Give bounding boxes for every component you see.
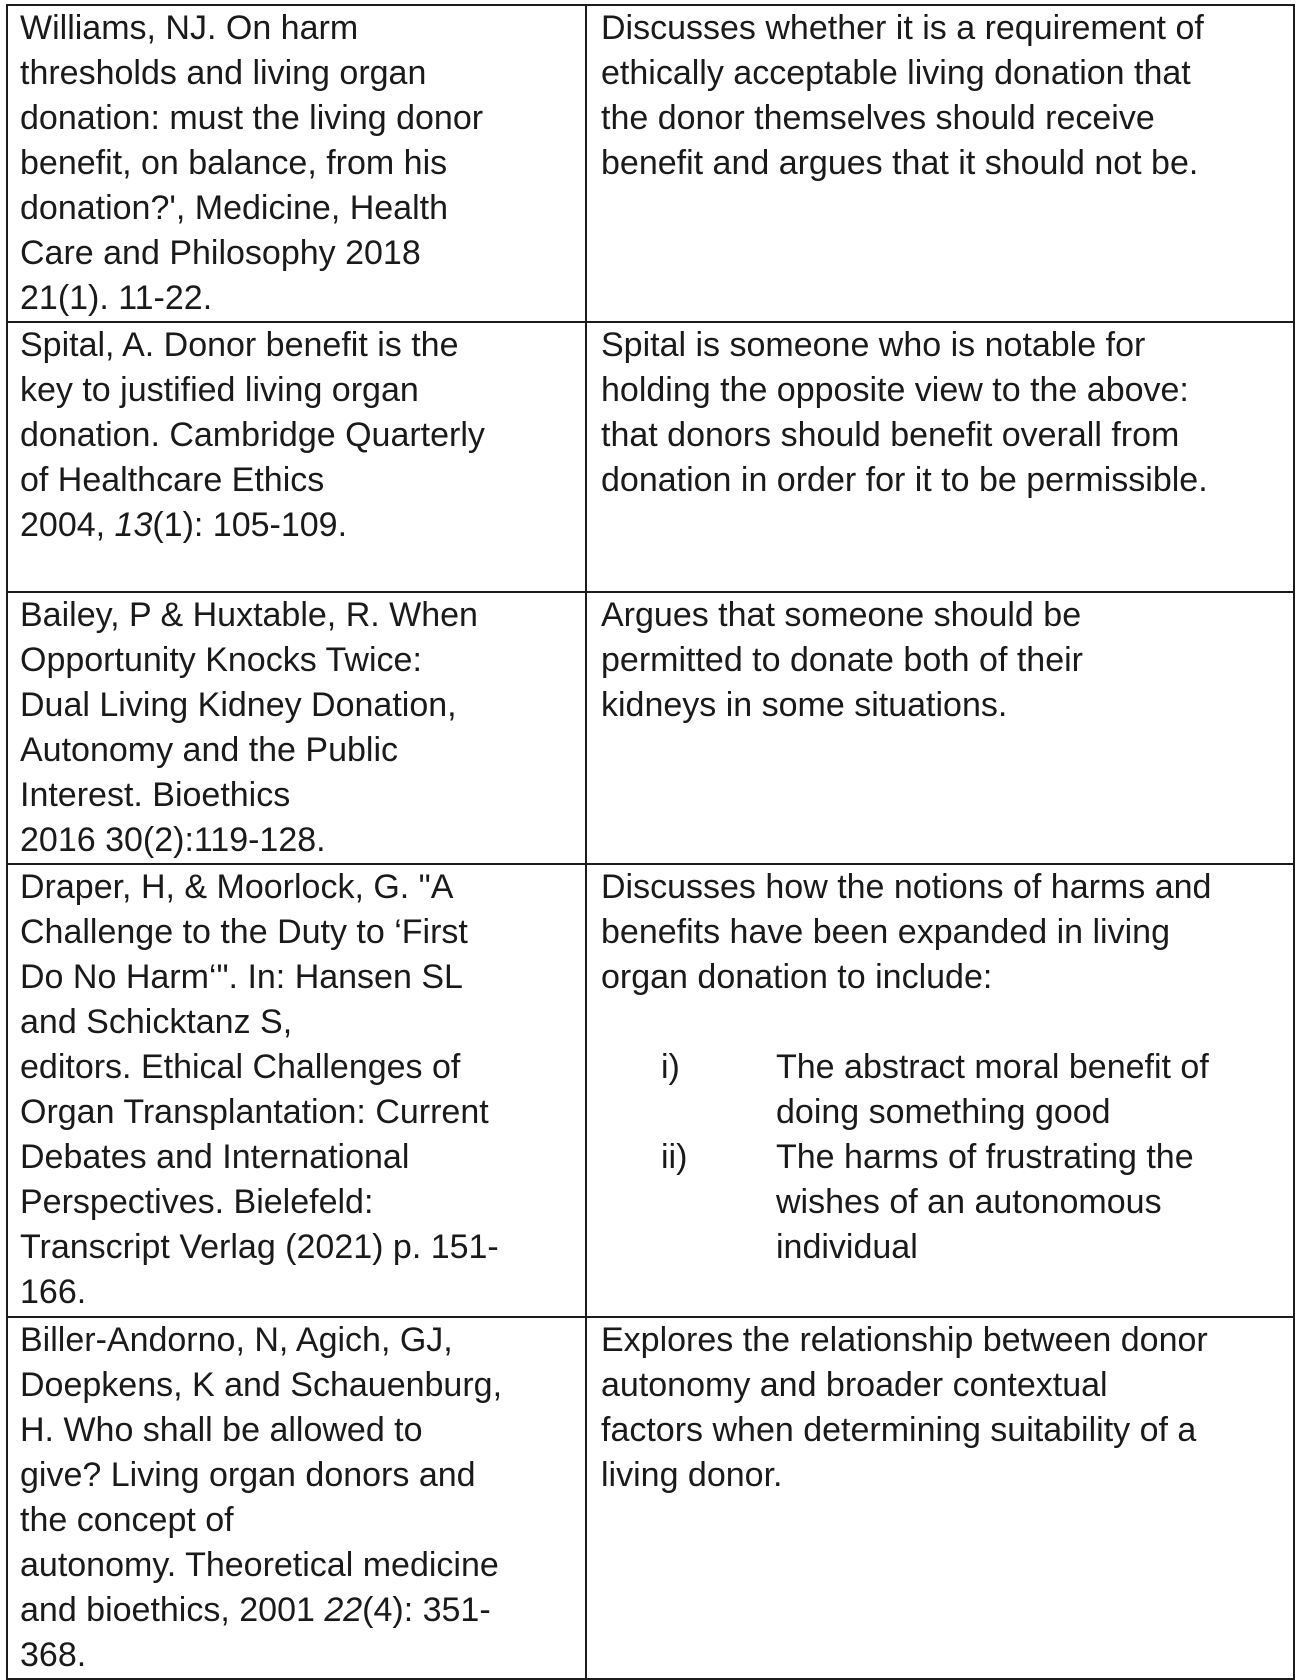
citation-line bbox=[20, 773, 575, 818]
citation-line bbox=[20, 323, 575, 368]
table-row bbox=[7, 864, 1294, 1317]
citation-line bbox=[20, 1633, 575, 1678]
citation-line bbox=[20, 683, 575, 728]
list-marker: i) bbox=[661, 1048, 680, 1086]
citation-line bbox=[20, 1453, 575, 1498]
citation-text: Debates and International bbox=[20, 1138, 410, 1176]
citation-text: the concept of bbox=[20, 1501, 234, 1539]
citation-line bbox=[20, 818, 575, 863]
list-marker: ii) bbox=[661, 1138, 688, 1176]
citation-text: Doepkens, K and Schauenburg, bbox=[20, 1366, 503, 1404]
citation-text: 21(1). 11-22. bbox=[20, 279, 213, 317]
list-item-text bbox=[776, 1135, 1283, 1270]
citation-text: 166. bbox=[20, 1273, 87, 1311]
citation-line bbox=[20, 368, 575, 413]
citation-line bbox=[20, 865, 575, 910]
citation-line bbox=[20, 910, 575, 955]
list-item bbox=[601, 1045, 1283, 1135]
description-cell bbox=[586, 592, 1294, 864]
list-item bbox=[601, 1135, 1283, 1270]
citation-text: and bioethics, 2001 bbox=[20, 1591, 325, 1629]
citation-line bbox=[20, 186, 575, 231]
citation-text: Transcript Verlag (2021) p. 151- bbox=[20, 1228, 499, 1266]
citation-line bbox=[20, 96, 575, 141]
description-line: Argues that someone should be bbox=[601, 596, 1082, 634]
citation-line bbox=[20, 1135, 575, 1180]
list-item-line: wishes of an autonomous bbox=[776, 1183, 1162, 1221]
citation-line bbox=[20, 1588, 575, 1633]
table-row bbox=[7, 322, 1294, 592]
citation-text: Do No Harm‘". In: Hansen SL bbox=[20, 958, 463, 996]
citation-text: Autonomy and the Public bbox=[20, 731, 399, 769]
citation-text: Bailey, P & Huxtable, R. When bbox=[20, 596, 478, 634]
citation-text: Dual Living Kidney Donation, bbox=[20, 686, 457, 724]
citation-line bbox=[20, 728, 575, 773]
list-item-line: doing something good bbox=[776, 1093, 1111, 1131]
citation-text: Challenge to the Duty to ‘First bbox=[20, 913, 468, 951]
citation-text: Biller-Andorno, N, Agich, GJ, bbox=[20, 1321, 453, 1359]
description-line: Discusses whether it is a requirement of bbox=[601, 9, 1204, 47]
list-item-line: individual bbox=[776, 1228, 918, 1266]
citation-text: Draper, H, & Moorlock, G. "A bbox=[20, 868, 454, 906]
description-line: Explores the relationship between donor bbox=[601, 1321, 1208, 1359]
citation-line bbox=[20, 955, 575, 1000]
description-line: living donor. bbox=[601, 1456, 783, 1494]
citation-line bbox=[20, 1000, 575, 1045]
reference-table bbox=[6, 4, 1295, 1680]
citation-line bbox=[20, 276, 575, 321]
citation-text: 2016 30(2):119-128. bbox=[20, 821, 326, 859]
citation-line bbox=[20, 231, 575, 276]
citation-text: of Healthcare Ethics bbox=[20, 461, 325, 499]
description-line: holding the opposite view to the above: bbox=[601, 371, 1189, 409]
description-line: Spital is someone who is notable for bbox=[601, 326, 1146, 364]
list-item-line: The harms of frustrating the bbox=[776, 1138, 1194, 1176]
citation-text: Organ Transplantation: Current bbox=[20, 1093, 489, 1131]
table-row bbox=[7, 1317, 1294, 1679]
description-line: permitted to donate both of their bbox=[601, 641, 1083, 679]
table-row bbox=[7, 592, 1294, 864]
citation-cell bbox=[7, 5, 586, 322]
citation-line bbox=[20, 1270, 575, 1315]
citation-line bbox=[20, 1543, 575, 1588]
citation-line bbox=[20, 141, 575, 186]
citation-text: donation. Cambridge Quarterly bbox=[20, 416, 485, 454]
citation-text: autonomy. Theoretical medicine bbox=[20, 1546, 499, 1584]
citation-line bbox=[20, 1498, 575, 1543]
description-line: the donor themselves should receive bbox=[601, 99, 1155, 137]
citation-text: (4): 351- bbox=[362, 1591, 491, 1629]
citation-line bbox=[20, 1225, 575, 1270]
citation-line bbox=[20, 1363, 575, 1408]
description-cell bbox=[586, 864, 1294, 1317]
description-line: donation in order for it to be permissible. bbox=[601, 461, 1208, 499]
description-line: benefit and argues that it should not be. bbox=[601, 144, 1199, 182]
citation-line bbox=[20, 638, 575, 683]
citation-text: donation: must the living donor bbox=[20, 99, 484, 137]
description-list bbox=[601, 1045, 1283, 1270]
citation-text: benefit, on balance, from his bbox=[20, 144, 448, 182]
citation-line bbox=[20, 1045, 575, 1090]
description-line: kidneys in some situations. bbox=[601, 686, 1008, 724]
citation-text: H. Who shall be allowed to bbox=[20, 1411, 423, 1449]
description-line: autonomy and broader contextual bbox=[601, 1366, 1108, 1404]
citation-line bbox=[20, 413, 575, 458]
description-line: factors when determining suitability of a bbox=[601, 1411, 1197, 1449]
table-row bbox=[7, 5, 1294, 322]
citation-line bbox=[20, 6, 575, 51]
citation-text: and Schicktanz S, bbox=[20, 1003, 293, 1041]
citation-line bbox=[20, 1090, 575, 1135]
citation-text: donation?', Medicine, Health bbox=[20, 189, 448, 227]
citation-text: Perspectives. Bielefeld: bbox=[20, 1183, 374, 1221]
citation-text: 368. bbox=[20, 1636, 87, 1674]
citation-cell bbox=[7, 592, 586, 864]
table-body bbox=[7, 5, 1294, 1679]
citation-text: Care and Philosophy 2018 bbox=[20, 234, 421, 272]
citation-line bbox=[20, 1180, 575, 1225]
description-line: Discusses how the notions of harms and bbox=[601, 868, 1212, 906]
citation-text: editors. Ethical Challenges of bbox=[20, 1048, 461, 1086]
citation-line bbox=[20, 593, 575, 638]
citation-cell bbox=[7, 1317, 586, 1679]
citation-cell bbox=[7, 322, 586, 592]
citation-line bbox=[20, 1318, 575, 1363]
description-line: benefits have been expanded in living bbox=[601, 913, 1170, 951]
citation-volume: 22 bbox=[324, 1591, 363, 1629]
description-line: that donors should benefit overall from bbox=[601, 416, 1180, 454]
citation-text: Williams, NJ. On harm bbox=[20, 9, 359, 47]
list-item-text bbox=[776, 1045, 1283, 1135]
citation-text: Opportunity Knocks Twice: bbox=[20, 641, 422, 679]
citation-text: give? Living organ donors and bbox=[20, 1456, 476, 1494]
description-cell bbox=[586, 322, 1294, 592]
citation-volume: 13 bbox=[114, 506, 153, 544]
citation-text: thresholds and living organ bbox=[20, 54, 427, 92]
description-cell bbox=[586, 1317, 1294, 1679]
citation-text: 2004, bbox=[20, 506, 115, 544]
list-item-line: The abstract moral benefit of bbox=[776, 1048, 1209, 1086]
citation-text: key to justified living organ bbox=[20, 371, 419, 409]
citation-text: (1): 105-109. bbox=[152, 506, 348, 544]
citation-text: Spital, A. Donor benefit is the bbox=[20, 326, 459, 364]
citation-cell bbox=[7, 864, 586, 1317]
citation-line bbox=[20, 1408, 575, 1453]
description-line: ethically acceptable living donation that bbox=[601, 54, 1191, 92]
description-cell bbox=[586, 5, 1294, 322]
citation-line bbox=[20, 458, 575, 503]
description-line: organ donation to include: bbox=[601, 958, 993, 996]
citation-line bbox=[20, 503, 575, 548]
citation-line bbox=[20, 51, 575, 96]
citation-text: Interest. Bioethics bbox=[20, 776, 291, 814]
